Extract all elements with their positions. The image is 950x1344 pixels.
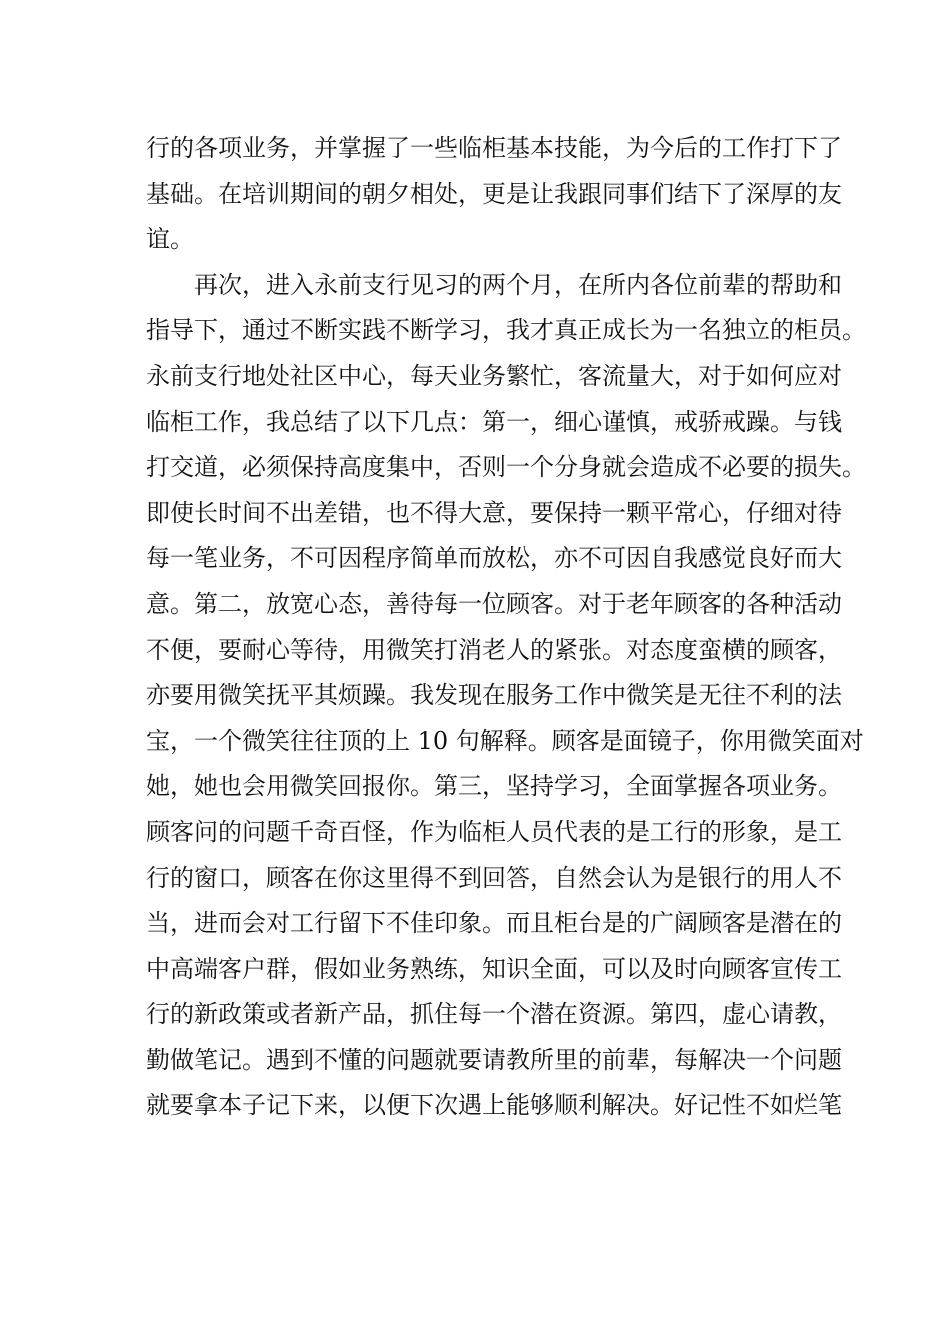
text-line: 行的窗口，顾客在你这里得不到回答，自然会认为是银行的用人不	[146, 863, 842, 892]
text-line: 行的各项业务，并掌握了一些临柜基本技能，为今后的工作打下了	[146, 134, 842, 162]
paragraph-first-line: 再次，进入永前支行见习的两个月，在所内各位前辈的帮助和	[194, 270, 842, 299]
text-line: 不便，要耐心等待，用微笑打消老人的紧张。对态度蛮横的顾客，	[146, 635, 842, 664]
text-line: 宝，一个微笑往往顶的上 10 句解释。顾客是面镜子，你用微笑面对	[146, 726, 864, 755]
text-line: 每一笔业务，不可因程序简单而放松，亦不可因自我感觉良好而大	[146, 544, 842, 573]
text-line: 行的新政策或者新产品，抓住每一个潜在资源。第四，虚心请教，	[146, 1000, 842, 1029]
text-line: 打交道，必须保持高度集中，否则一个分身就会造成不必要的损失。	[146, 453, 866, 482]
text-line: 指导下，通过不断实践不断学习，我才真正成长为一名独立的柜员。	[146, 316, 866, 345]
text-line: 她，她也会用微笑回报你。第三，坚持学习，全面掌握各项业务。	[146, 772, 842, 801]
text-line: 意。第二，放宽心态，善待每一位顾客。对于老年顾客的各种活动	[146, 589, 842, 618]
text-line: 永前支行地处社区中心，每天业务繁忙，客流量大，对于如何应对	[146, 361, 842, 390]
text-line: 即使长时间不出差错，也不得大意，要保持一颗平常心，仔细对待	[146, 498, 842, 527]
text-line: 亦要用微笑抚平其烦躁。我发现在服务工作中微笑是无往不利的法	[146, 681, 842, 710]
text-line: 当，进而会对工行留下不佳印象。而且柜台是的广阔顾客是潜在的	[146, 909, 842, 938]
body-text	[146, 126, 866, 1129]
text-line: 就要拿本子记下来，以便下次遇上能够顺利解决。好记性不如烂笔	[146, 1091, 842, 1120]
text-line: 临柜工作，我总结了以下几点：第一，细心谨慎，戒骄戒躁。与钱	[146, 407, 842, 436]
text-line: 基础。在培训期间的朝夕相处，更是让我跟同事们结下了深厚的友	[146, 179, 842, 208]
text-line: 勤做笔记。遇到不懂的问题就要请教所里的前辈，每解决一个问题	[146, 1045, 842, 1074]
text-line: 谊。	[146, 225, 194, 254]
text-line: 中高端客户群，假如业务熟练，知识全面，可以及时向顾客宣传工	[146, 954, 842, 983]
text-line: 顾客问的问题千奇百怪，作为临柜人员代表的是工行的形象，是工	[146, 817, 842, 846]
